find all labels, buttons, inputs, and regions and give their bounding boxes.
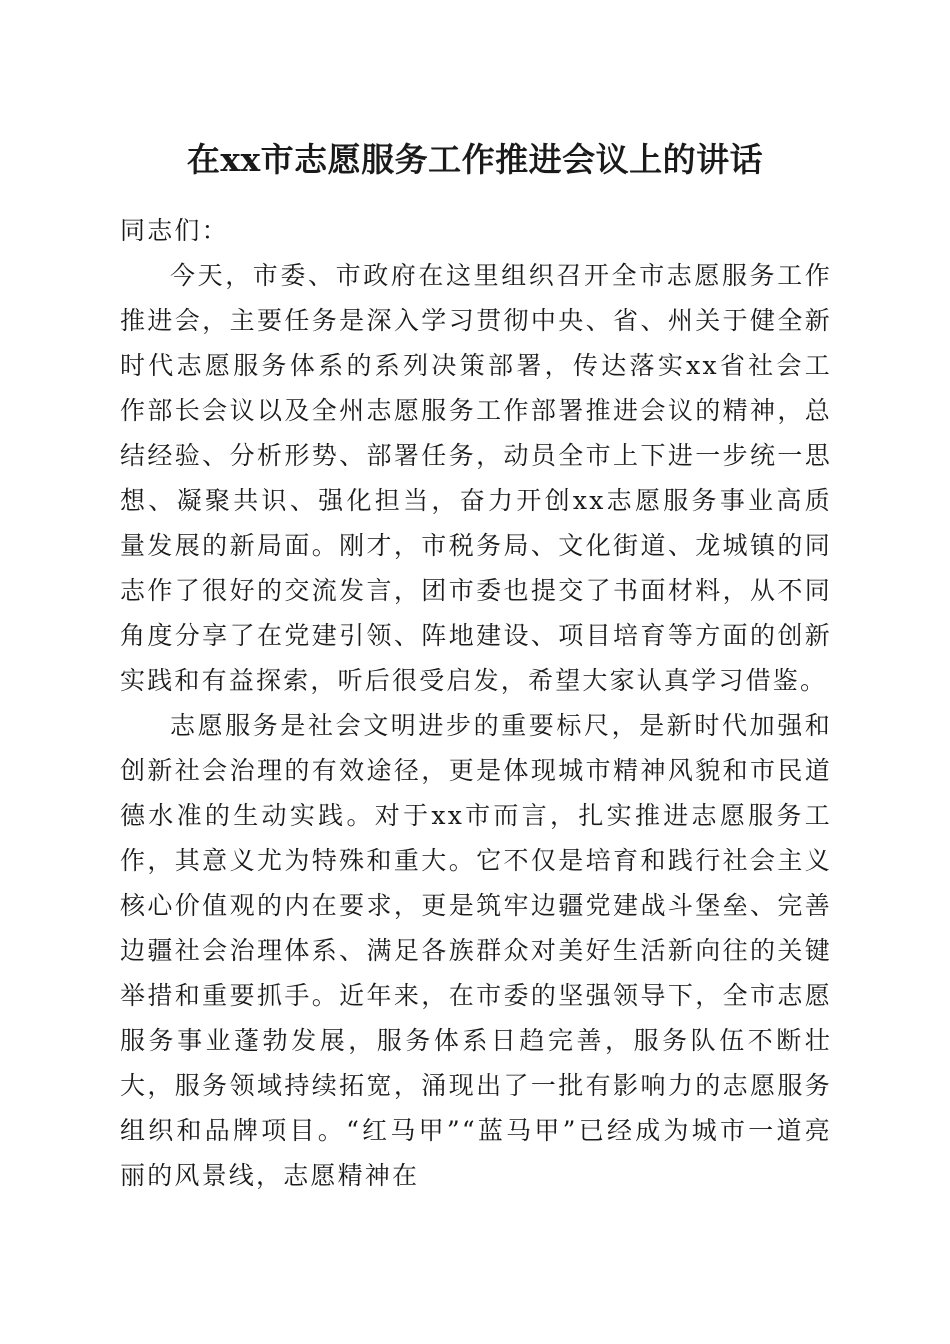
document-title: 在xx市志愿服务工作推进会议上的讲话 xyxy=(186,140,764,179)
paragraph-1: 今天，市委、市政府在这里组织召开全市志愿服务工作推进会，主要任务是深入学习贯彻中央、省、州关于健全新时代志愿服务体系的系列决策部署，传达落实xx省社会工作部长会议以及全州志愿服务工作部署推进会议的精神，总结经验、分析形势、部署任务，动员全市上下进一步统一思想、凝聚共识、强化担当，奋力开创xx志愿服务事业高质量发展的新局面。刚才，市税务局、文化街道、龙城镇的同志作了很好的交流发言，团市委也提交了书面材料，从不同角度分享了在党建引领、阵地建设、项目培育等方面的创新实践和有益探索，听后很受启发，希望大家认真学习借鉴。 xyxy=(120,261,832,695)
document-body xyxy=(120,208,832,1198)
greeting: 同志们： xyxy=(120,216,229,245)
paragraph-2: 志愿服务是社会文明进步的重要标尺，是新时代加强和创新社会治理的有效途径，更是体现城市精神风貌和市民道德水准的生动实践。对于xx市而言，扎实推进志愿服务工作，其意义尤为特殊和重大。它不仅是培育和践行社会主义核心价值观的内在要求，更是筑牢边疆党建战斗堡垒、完善边疆社会治理体系、满足各族群众对美好生活新向往的关键举措和重要抓手。近年来，在市委的坚强领导下，全市志愿服务事业蓬勃发展，服务体系日趋完善，服务队伍不断壮大，服务领域持续拓宽，涌现出了一批有影响力的志愿服务组织和品牌项目。“红马甲”“蓝马甲”已经成为城市一道亮丽的风景线，志愿精神在 xyxy=(120,711,832,1190)
